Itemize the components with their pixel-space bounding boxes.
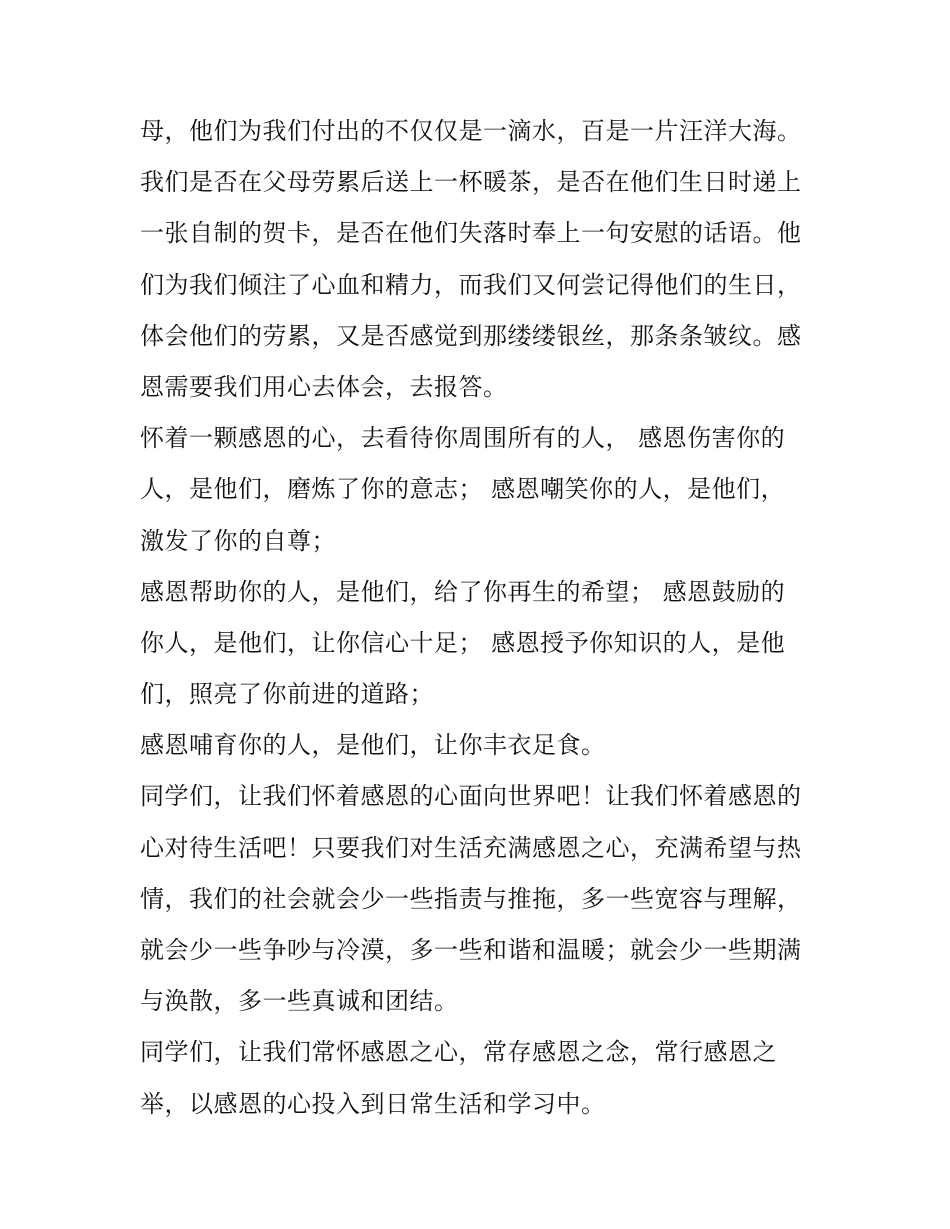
- text-line: 们为我们倾注了心血和精力，而我们又何尝记得他们的生日，: [140, 270, 802, 299]
- text-line: 体会他们的劳累，又是否感觉到那缕缕银丝，那条条皱纹。感: [140, 321, 802, 350]
- text-line: 就会少一些争吵与冷漠，多一些和谐和温暖；就会少一些期满: [140, 936, 802, 964]
- text-line: 同学们，让我们常怀感恩之心，常存感恩之念，常行感恩之: [140, 1038, 777, 1067]
- text-line: 们，照亮了你前进的道路；: [140, 680, 434, 709]
- body-text: [140, 106, 820, 1130]
- text-line: 恩需要我们用心去体会，去报答。: [140, 372, 508, 401]
- text-line: 激发了你的自尊；: [140, 526, 336, 555]
- text-line: 心对待生活吧！只要我们对生活充满感恩之心，充满希望与热: [140, 833, 802, 862]
- text-line: 一张自制的贺卡，是否在他们失落时奉上一句安慰的话语。他: [140, 219, 802, 248]
- text-line: 我们是否在父母劳累后送上一杯暖茶，是否在他们生日时递上: [140, 168, 802, 197]
- text-line: 母，他们为我们付出的不仅仅是一滴水，百是一片汪洋大海。: [140, 117, 802, 145]
- text-line: 与涣散，多一些真诚和团结。: [140, 987, 459, 1016]
- text-line: 感恩哺育你的人，是他们，让你丰衣足食。: [140, 731, 606, 760]
- text-line: 人，是他们，磨炼了你的意志； 感恩嘲笑你的人，是他们，: [140, 475, 786, 504]
- text-line: 同学们，让我们怀着感恩的心面向世界吧！让我们怀着感恩的: [140, 782, 802, 811]
- text-line: 举，以感恩的心投入到日常生活和学习中。: [140, 1089, 606, 1118]
- text-line: 感恩帮助你的人，是他们，给了你再生的希望； 感恩鼓励的: [140, 577, 786, 606]
- text-line: 情，我们的社会就会少一些指责与推拖，多一些宽容与理解，: [140, 884, 802, 913]
- text-line: 怀着一颗感恩的心，去看待你周围所有的人， 感恩伤害你的: [140, 424, 786, 453]
- text-line: 你人，是他们，让你信心十足； 感恩授予你知识的人，是他: [140, 628, 786, 657]
